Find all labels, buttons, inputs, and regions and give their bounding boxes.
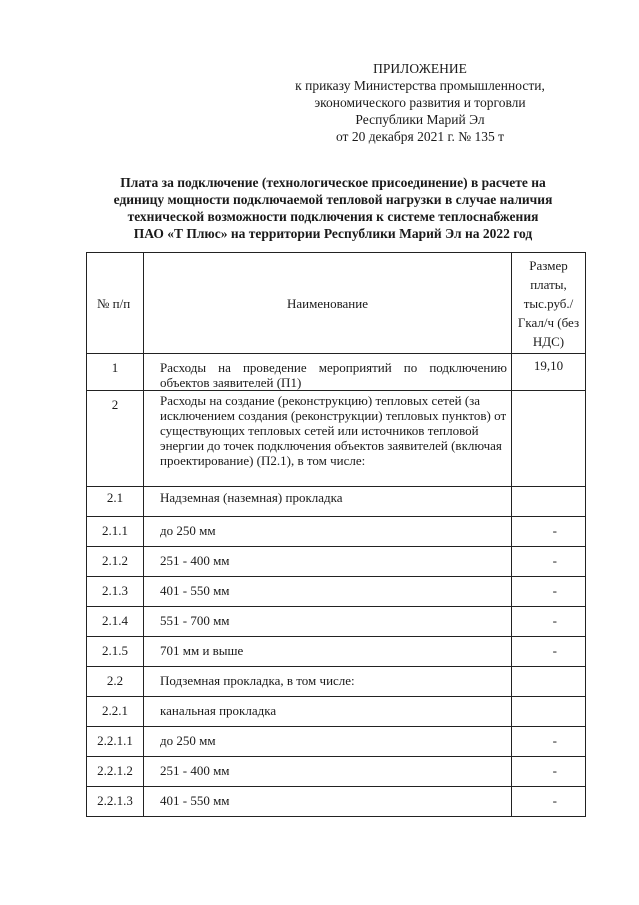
row-value: - (512, 607, 586, 637)
appendix-date-line: от 20 декабря 2021 г. № 135 т (335, 129, 505, 144)
title-line-4: ПАО «Т Плюс» на территории Республики Марий Эл на 2022 год (133, 226, 533, 241)
table-row (87, 517, 586, 547)
row-value: - (512, 517, 586, 547)
row-value (512, 667, 586, 697)
fees-table (86, 252, 586, 817)
row-value (512, 391, 586, 487)
row-name: до 250 мм (144, 517, 512, 547)
row-num: 2.1.3 (87, 577, 144, 607)
row-value: - (512, 577, 586, 607)
table-row (87, 787, 586, 817)
row-value (512, 487, 586, 517)
row-name: 401 - 550 мм (144, 577, 512, 607)
header-size: Размер платы, тыс.руб./ Гкал/ч (без НДС) (512, 253, 586, 354)
table-row (87, 607, 586, 637)
header-num: № п/п (87, 253, 144, 354)
table-row (87, 487, 586, 517)
table-row (87, 547, 586, 577)
table-row (87, 667, 586, 697)
row-name: Надземная (наземная) прокладка (144, 487, 512, 517)
row-num: 2.2.1.3 (87, 787, 144, 817)
table-row (87, 757, 586, 787)
table-row (87, 697, 586, 727)
row-value: - (512, 547, 586, 577)
row-num: 2.2 (87, 667, 144, 697)
row-num: 2 (87, 391, 144, 487)
row-num: 2.1.4 (87, 607, 144, 637)
row-name: до 250 мм (144, 727, 512, 757)
appendix-republic-line: Республики Марий Эл (355, 112, 485, 127)
table-row (87, 727, 586, 757)
row-value: - (512, 727, 586, 757)
appendix-ministry-line: экономического развития и торговли (314, 95, 526, 110)
row-value: - (512, 637, 586, 667)
appendix-order-line: к приказу Министерства промышленности, (295, 78, 545, 93)
row-num: 2.1.5 (87, 637, 144, 667)
row-name: 701 мм и выше (144, 637, 512, 667)
row-name: 251 - 400 мм (144, 547, 512, 577)
table-header-row (87, 253, 586, 354)
title-line-2: единицу мощности подключаемой тепловой нагрузки в случае наличия (113, 192, 553, 207)
appendix-label: ПРИЛОЖЕНИЕ (373, 61, 467, 76)
row-num: 2.2.1.1 (87, 727, 144, 757)
row-value: - (512, 787, 586, 817)
row-name: канальная прокладка (144, 697, 512, 727)
appendix-header (270, 60, 570, 145)
row-num: 2.2.1 (87, 697, 144, 727)
row-name: 551 - 700 мм (144, 607, 512, 637)
document-title (60, 174, 606, 242)
row-value: 19,10 (512, 354, 586, 391)
row-num: 1 (87, 354, 144, 391)
row-value (512, 697, 586, 727)
table-row (87, 391, 586, 487)
row-name: 401 - 550 мм (144, 787, 512, 817)
table-row (87, 637, 586, 667)
row-num: 2.1 (87, 487, 144, 517)
row-num: 2.2.1.2 (87, 757, 144, 787)
title-line-1: Плата за подключение (технологическое присоединение) в расчете на (120, 175, 546, 190)
header-name: Наименование (144, 253, 512, 354)
table-row (87, 354, 586, 391)
row-name: Подземная прокладка, в том числе: (144, 667, 512, 697)
table-row (87, 577, 586, 607)
row-num: 2.1.2 (87, 547, 144, 577)
row-num: 2.1.1 (87, 517, 144, 547)
row-name: Расходы на проведение мероприятий по подключению объектов заявителей (П1) (144, 354, 512, 391)
row-name: Расходы на создание (реконструкцию) тепловых сетей (за исключением создания (реконструкции) тепловых пунктов) от существующих тепловых сетей или источников тепловой энергии до точек подключения объектов заявителей (включая проектирование) (П2.1), в том числе: (144, 391, 512, 487)
row-name: 251 - 400 мм (144, 757, 512, 787)
title-line-3: технической возможности подключения к системе теплоснабжения (127, 209, 539, 224)
row-value: - (512, 757, 586, 787)
